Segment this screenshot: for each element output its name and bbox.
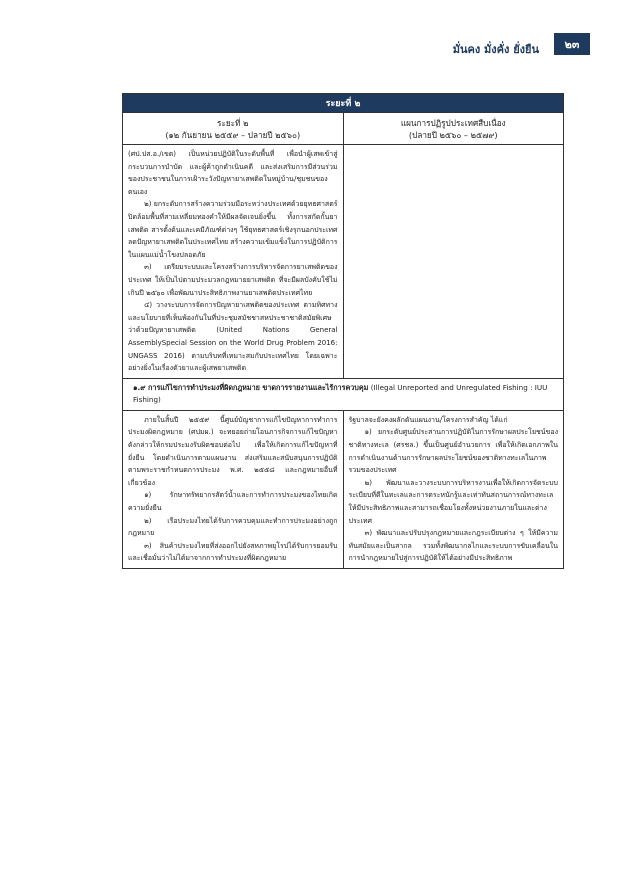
column-header-left	[123, 113, 343, 144]
paragraph: ๒) เรือประมงไทยได้รับการควบคุมและทำการประมงอย่างถูกกฎหมาย	[128, 516, 338, 538]
paragraph: ๓) พัฒนาและปรับปรุงกฎหมายและกฎระเบียบต่าง ๆ ให้มีความทันสมัยและเป็นสากล รวมทั้งพัฒนากลไกและระบบการขับเคลื่อนในการนำกฎหมายไปสู่การปฏิบัติให้ได้อย่างมีประสิทธิภาพ	[348, 529, 558, 563]
section-title-iuu	[123, 378, 563, 411]
column-header-right	[343, 113, 564, 144]
paragraph: ๑) รักษาทรัพยากรสัตว์น้ำและการทำการประมงของไทยเกิดความยั่งยืน	[128, 491, 338, 513]
paragraph: ๓) เตรียมระบบและโครงสร้างการบริหารจัดการยาเสพติดของประเทศ ให้เป็นไปตามประมวลกฎหมายยาเสพติด ที่จะมีผลบังคับใช้ไม่เกินปี ๒๕๖๐ เพื่อพัฒนาประสิทธิภาพงานยาเสพติดประเทศไทย	[128, 263, 338, 297]
fishing-right-cell	[343, 411, 564, 568]
paragraph: ๑) ยกระดับศูนย์ประสานการปฏิบัติในการรักษาผลประโยชน์ของชาติทางทะเล (ศรชล.) ขึ้นเป็นศูนย์อำนวยการ เพื่อให้เกิดเอกภาพในการดำเนินงานด้านการรักษาผลประโยชน์ของชาติทางทะเลในภาพรวมของประเทศ	[348, 428, 558, 475]
section-title-normal: (Illegal Unreported and Unregulated Fishing : IUU Fishing)	[133, 382, 548, 405]
paragraph: ๔) วางระบบการจัดการปัญหายาเสพติดของประเทศ ตามทิศทางและนโยบายที่เห็นพ้องกันในที่ประชุมสมัชชาสหประชาชาติสมัยพิเศษว่าด้วยปัญหายาเสพติด (United Nations General AssemblySpecial Session on the World Drug Problem 2016: UNGASS 2016) ตามบริบทที่เหมาะสมกับประเทศไทย โดยเฉพาะอย่างยิ่งในเรื่องตัวยาและผู้เสพยาเสพติด	[128, 301, 338, 373]
column-headers	[123, 113, 563, 145]
phase-banner: ระยะที่ ๒	[123, 94, 563, 113]
paragraph: ๓) สินค้าประมงไทยที่ส่งออกไปยังสหภาพยุโรปได้รับการยอมรับและเชื่อมั่นว่าไม่ได้มาจากการทำประมงที่ผิดกฎหมาย	[128, 541, 338, 563]
drugs-left-cell	[123, 145, 343, 378]
paragraph: ๒) ยกระดับการสร้างความร่วมมือระหว่างประเทศด้วยยุทธศาสตร์ปิดล้อมพื้นที่สามเหลี่ยมทองคำให้มีผลจัดเจนยิ่งขึ้น ทั้งการสกัดกั้นยาเสพติด สารตั้งต้นและเคมีภัณฑ์ต่างๆ ใช้ยุทธศาสตร์เชิงรุกนอกประเทศลดปัญหายาเสพติดในประเทศไทย สร้างความเข้มแข็งในการปฏิบัติการในแผนแม่น้ำโขงปลอดภัย	[128, 200, 338, 259]
column-header-left-subtitle: (๑๒ กันยายน ๒๕๕๙ – ปลายปี ๒๕๖๐)	[165, 130, 301, 140]
table-row-fishing	[123, 411, 563, 568]
paragraph: (ศป.ปส.อ./เขต) เป็นหน่วยปฏิบัติในระดับพื้นที่ เพื่อนำผู้เสพเข้าสู่กระบวนการบำบัด และผู้ค้าถูกดำเนินคดี และส่งเสริมการมีส่วนร่วมของประชาชนในการเฝ้าระวังปัญหายาเสพติดในหมู่บ้าน/ชุมชนของตนเอง	[128, 150, 338, 196]
paragraph: ภายในสิ้นปี ๒๕๕๙ นี้ศูนย์บัญชาการแก้ไขปัญหาการทำการประมงผิดกฎหมาย (ศปมผ.) จะทยอยถ่ายโอนภารกิจการแก้ไขปัญหาดังกล่าวให้กรมประมงรับผิดชอบต่อไป เพื่อให้เกิดการแก้ไขปัญหาที่ยั่งยืน โดยดำเนินการตามแผนงาน ส่งเสริมและสนับสนุนการปฏิบัติตามพระราชกำหนดการประมง พ.ศ. ๒๕๕๘ และกฎหมายอื่นที่เกี่ยวข้อง	[128, 415, 338, 487]
column-header-left-title: ระยะที่ ๒	[217, 118, 249, 128]
drugs-right-cell	[343, 145, 564, 378]
column-header-right-title: แผนการปฏิรูปประเทศสืบเนื่อง	[400, 118, 506, 128]
reform-table	[122, 93, 564, 569]
section-title-bold: ๑.๙ การแก้ไขการทำประมงที่ผิดกฎหมาย ขาดการรายงานและไร้การควบคุม	[133, 382, 369, 392]
paragraph: ๒) พัฒนาและวางระบบการบริหารงานเพื่อให้เกิดการจัดระบบระเบียบที่ดีในทะเลและการตระหนักรู้และเท่าทันสถานการณ์ทางทะเลให้มีประสิทธิภาพและสามารถเชื่อมโยงทั้งหน่วยงานภายในและต่างประเทศ	[348, 478, 558, 525]
header-slogan: มั่นคง มั่งคั่ง ยั่งยืน	[452, 43, 539, 56]
fishing-left-cell	[123, 411, 343, 568]
table-row-drugs	[123, 145, 563, 378]
paragraph: รัฐบาลจะยังคงผลักดันแผนงาน/โครงการสำคัญ ได้แก่	[348, 415, 508, 424]
page-number: ๒๓	[554, 33, 590, 55]
column-header-right-subtitle: (ปลายปี ๒๕๖๐ – ๒๕๗๙)	[408, 130, 498, 140]
